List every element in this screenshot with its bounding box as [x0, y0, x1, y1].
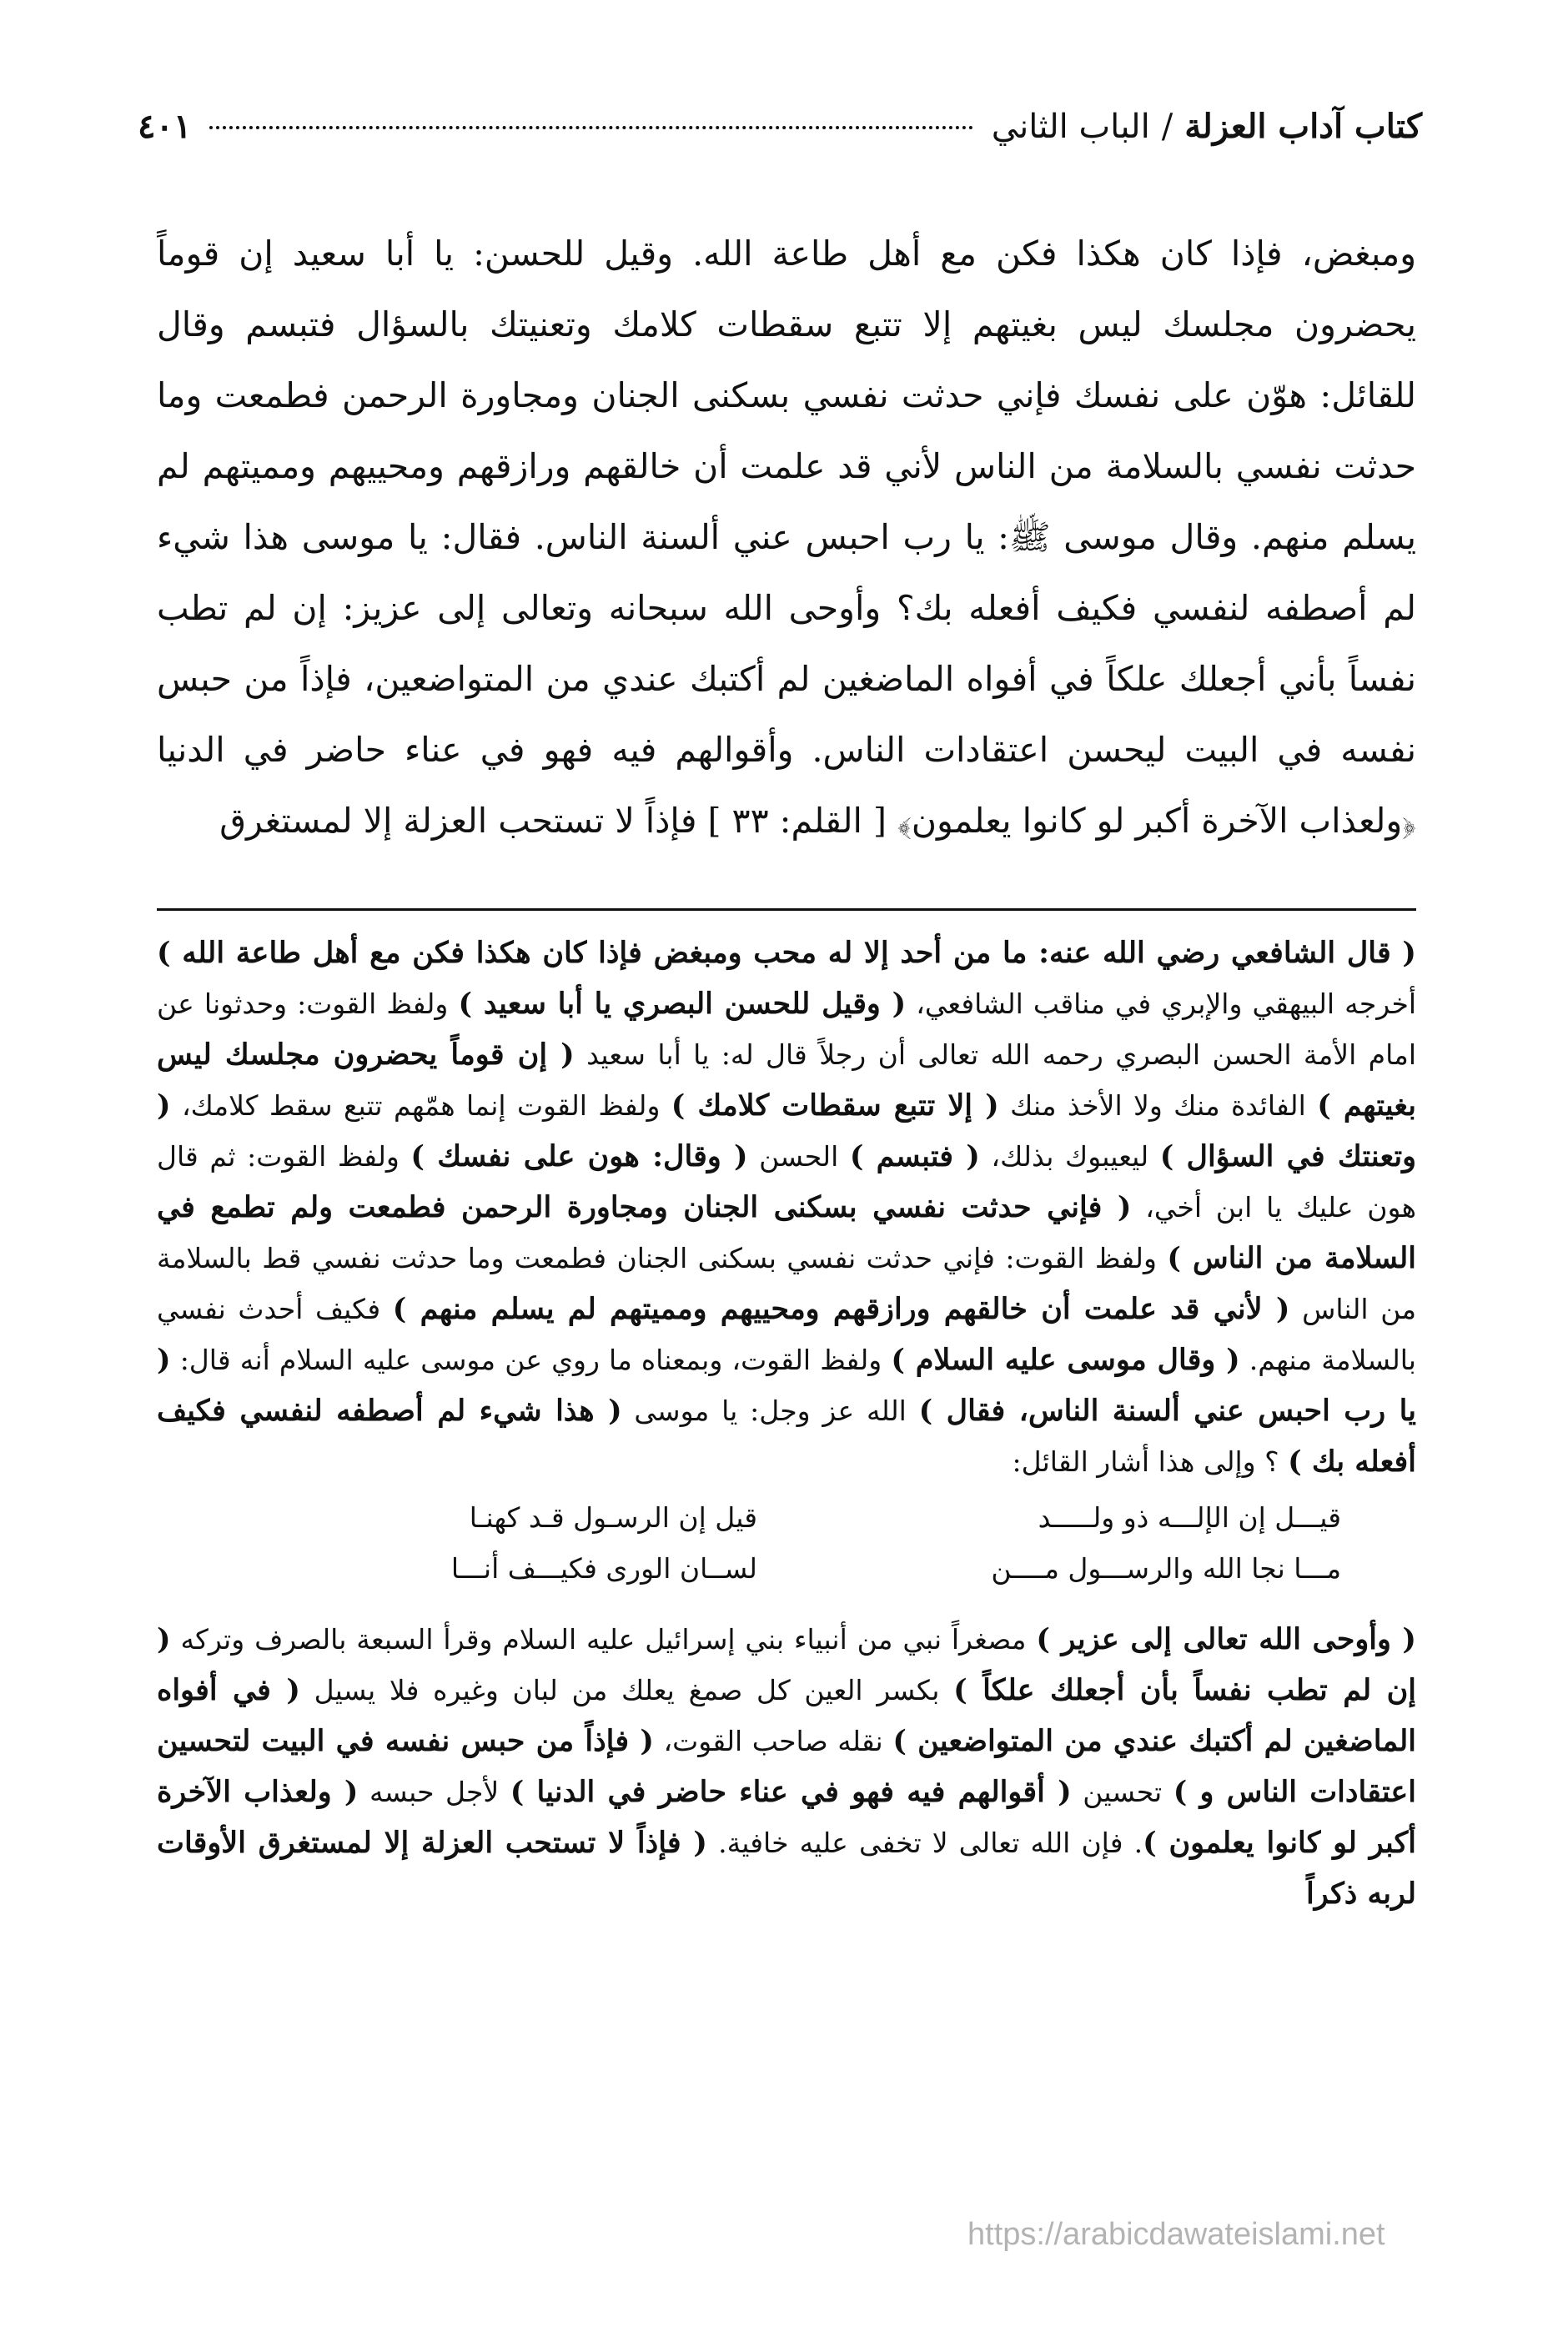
quoted-phrase: ( وقال: هون على نفسك )	[410, 1139, 748, 1174]
poem	[157, 1492, 1416, 1594]
commentary-paragraph-1	[157, 927, 1416, 1487]
main-text	[157, 219, 1416, 857]
watermark: https://arabicdawateislami.net	[967, 2217, 1385, 2252]
quoted-phrase: ( لأني قد علمت أن خالقهم ورازقهم ومحييهم ومميتهم لم يسلم منهم )	[392, 1292, 1290, 1326]
main-paragraph: ومبغض، فإذا كان هكذا فكن مع أهل طاعة الله. وقيل للحسن: يا أبا سعيد إن قوماً يحضرون مجلسك ليس بغيتهم إلا تتبع سقطات كلامك وتعنيتك بالسؤال فتبسم وقال للقائل: هوّن على نفسك فإني حدثت نفسي بسكنى الجنان ومجاورة الرحمن فطمعت وما حدثت نفسي بالسلامة من الناس لأني قد علمت أن خالقهم ورازقهم ومحييهم ومميتهم لم يسلم منهم. وقال موسى ﷺ: يا رب احبس عني ألسنة الناس. فقال: يا موسى هذا شيء لم أصطفه لنفسي فكيف أفعله بك؟ وأوحى الله سبحانه وتعالى إلى عزيز: إن لم تطب نفساً بأني أجعلك علكاً في أفواه الماضغين لم أكتبك عندي من المتواضعين، فإذاً من حبس نفسه في البيت ليحسن اعتقادات الناس. وأقوالهم فيه فهو في عناء حاضر في الدنيا ﴿ولعذاب الآخرة أكبر لو كانوا يعلمون﴾ [ القلم: ٣٣ ] فإذاً لا تستحب العزلة إلا لمستغرق	[157, 234, 1416, 841]
poem-hemistich: لســان الورى فكيـــف أنـــا	[450, 1552, 757, 1585]
commentary-text: فكيف أحدث نفسي بالسلامة منهم.	[157, 1293, 1416, 1376]
quoted-phrase: ( أقوالهم فيه فهو في عناء حاضر في الدنيا )	[510, 1775, 1072, 1809]
commentary	[157, 927, 1416, 1919]
commentary-text: ليعيبوك بذلك،	[979, 1140, 1160, 1173]
quoted-phrase: ( في أفواه الماضغين لم أكتبك عندي من المتواضعين )	[157, 1673, 1417, 1758]
page-number: ٤٠١	[138, 107, 192, 146]
quoted-phrase: ( إلا تتبع سقطات كلامك )	[671, 1088, 999, 1123]
running-header	[138, 107, 1422, 173]
quoted-phrase: ( قال الشافعي رضي الله عنه: ما من أحد إلا له محب ومبغض فإذا كان هكذا فكن مع أهل طاعة الله )	[157, 936, 1416, 970]
commentary-text: الحسن	[747, 1140, 850, 1173]
quoted-phrase: ( وقال موسى عليه السلام )	[891, 1343, 1240, 1377]
quoted-phrase: ( يا رب احبس عني ألسنة الناس، فقال )	[157, 1343, 1416, 1428]
quoted-phrase: ( هذا شيء لم أصطفه لنفسي فكيف أفعله بك )	[157, 1394, 1416, 1479]
quoted-phrase: ( إن لم تطب نفساً بأن أجعلك علكاً )	[157, 1622, 1417, 1707]
commentary-text: ولفظ القوت إنما همّهم تتبع سقط كلامك،	[170, 1089, 671, 1122]
commentary-text: لأجل حبسه	[358, 1776, 510, 1808]
commentary-text: ؟ وإلى هذا أشار القائل:	[1012, 1445, 1289, 1478]
chapter-title: الباب الثاني	[991, 108, 1150, 146]
quoted-phrase: ( فتبسم )	[849, 1139, 980, 1174]
quoted-phrase: ( فإذاً لا تستحب العزلة إلا لمستغرق الأوقات لربه ذكراً	[157, 1826, 1416, 1911]
commentary-text: ولفظ القوت، وبمعناه ما روي عن موسى عليه السلام أنه قال:	[170, 1344, 892, 1376]
quoted-phrase: ( فإذاً من حبس نفسه في البيت لتحسين اعتقادات الناس و )	[157, 1724, 1416, 1809]
commentary-text: ولفظ القوت: فإني حدثت نفسي بسكنى الجنان فطمعت وما حدثت نفسي قط بالسلامة من الناس	[157, 1242, 1416, 1325]
commentary-text: بكسر العين كل صمغ يعلك من لبان وغيره فلا يسيل	[299, 1674, 954, 1706]
commentary-text: الله عز وجل: يا موسى	[621, 1395, 919, 1427]
quoted-phrase: ( إن قوماً يحضرون مجلسك ليس بغيتهم )	[157, 1038, 1417, 1123]
quoted-phrase: ( فإني حدثت نفسي بسكنى الجنان ومجاورة الرحمن فطمعت ولم تطمع في السلامة من الناس )	[157, 1190, 1416, 1275]
quoted-phrase: ( ولعذاب الآخرة أكبر لو كانوا يعلمون )	[157, 1775, 1416, 1860]
commentary-text: ولفظ القوت: ثم قال هون عليك يا ابن أخي،	[157, 1140, 1416, 1224]
commentary-text: ولفظ القوت: وحدثونا عن امام الأمة الحسن البصري رحمه الله تعالى أن رجلاً قال له: يا أبا سعيد	[157, 988, 1416, 1071]
commentary-text: . فإن الله تعالى لا تخفى عليه خافية.	[707, 1827, 1143, 1859]
leader-dots	[209, 126, 972, 129]
quoted-phrase: ( وأوحى الله تعالى إلى عزير )	[1036, 1622, 1416, 1656]
poem-hemistich: مـــا نجا الله والرســـول مــــن	[991, 1552, 1341, 1585]
quoted-phrase: ( وقيل للحسن البصري يا أبا سعيد )	[458, 987, 907, 1021]
poem-hemistich: قيل إن الرسـول قـد كهنـا	[469, 1501, 757, 1534]
book-title: كتاب آداب العزلة	[1184, 107, 1422, 146]
commentary-text: تحسين	[1071, 1776, 1173, 1808]
poem-hemistich: قيـــل إن الإلـــه ذو ولـــــد	[1038, 1501, 1341, 1534]
header-separator: /	[1161, 108, 1173, 146]
commentary-text: مصغراً نبي من أنبياء بني إسرائيل عليه السلام وقرأ السبعة بالصرف وتركه	[170, 1623, 1037, 1656]
commentary-paragraph-2	[157, 1614, 1416, 1919]
commentary-text: الفائدة منك ولا الأخذ منك	[998, 1089, 1318, 1122]
commentary-text: أخرجه البيهقي والإبري في مناقب الشافعي،	[906, 988, 1417, 1020]
commentary-text: نقله صاحب القوت،	[653, 1725, 893, 1757]
quoted-phrase: ( وتعنتك في السؤال )	[157, 1088, 1416, 1174]
footnote-divider	[157, 908, 1416, 911]
